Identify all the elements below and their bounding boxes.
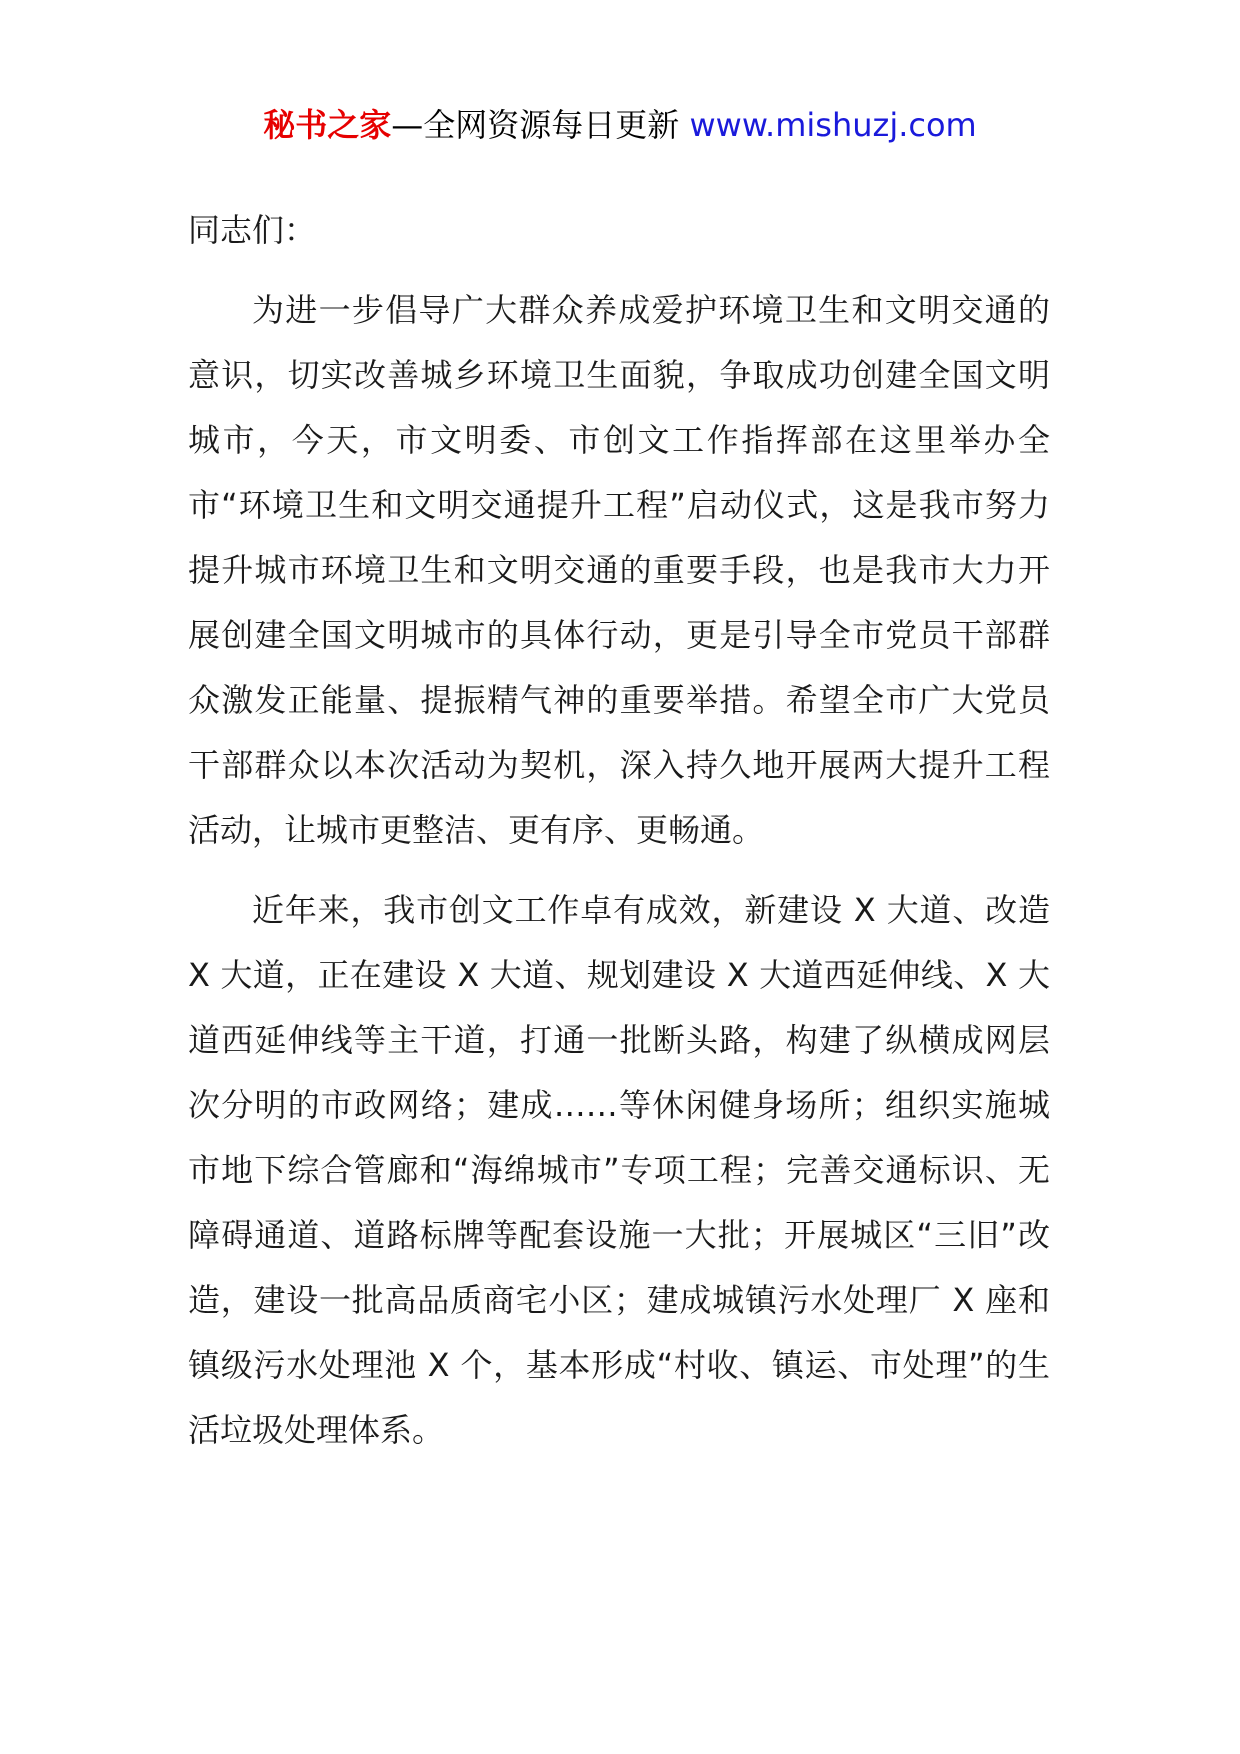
site-header: [0, 102, 1240, 148]
site-tagline: —全网资源每日更新: [391, 106, 690, 144]
site-url-link[interactable]: www.mishuzj.com: [689, 106, 977, 144]
document-body: [188, 198, 1050, 1478]
salutation: 同志们：: [188, 211, 317, 249]
paragraph-2: 近年来，我市创文工作卓有成效，新建设 X 大道、改造 X 大道，正在建设 X 大道、规划建设 X 大道西延伸线、X 大道西延伸线等主干道，打通一批断头路，构建了纵横成网层次分明的市政网络；建成……等休闲健身场所；组织实施城市地下综合管廊和“海绵城市”专项工程；完善交通标识、无障碍通道、道路标牌等配套设施一大批；开展城区“三旧”改造，建设一批高品质商宅小区；建成城镇污水处理厂 X 座和镇级污水处理池 X 个，基本形成“村收、镇运、市处理”的生活垃圾处理体系。: [188, 891, 1050, 1449]
paragraph-1: 为进一步倡导广大群众养成爱护环境卫生和文明交通的意识，切实改善城乡环境卫生面貌，争取成功创建全国文明城市，今天，市文明委、市创文工作指挥部在这里举办全市“环境卫生和文明交通提升工程”启动仪式，这是我市努力提升城市环境卫生和文明交通的重要手段，也是我市大力开展创建全国文明城市的具体行动，更是引导全市党员干部群众激发正能量、提振精气神的重要举措。希望全市广大党员干部群众以本次活动为契机，深入持久地开展两大提升工程活动，让城市更整洁、更有序、更畅通。: [188, 291, 1050, 849]
site-brand: 秘书之家: [263, 106, 392, 144]
